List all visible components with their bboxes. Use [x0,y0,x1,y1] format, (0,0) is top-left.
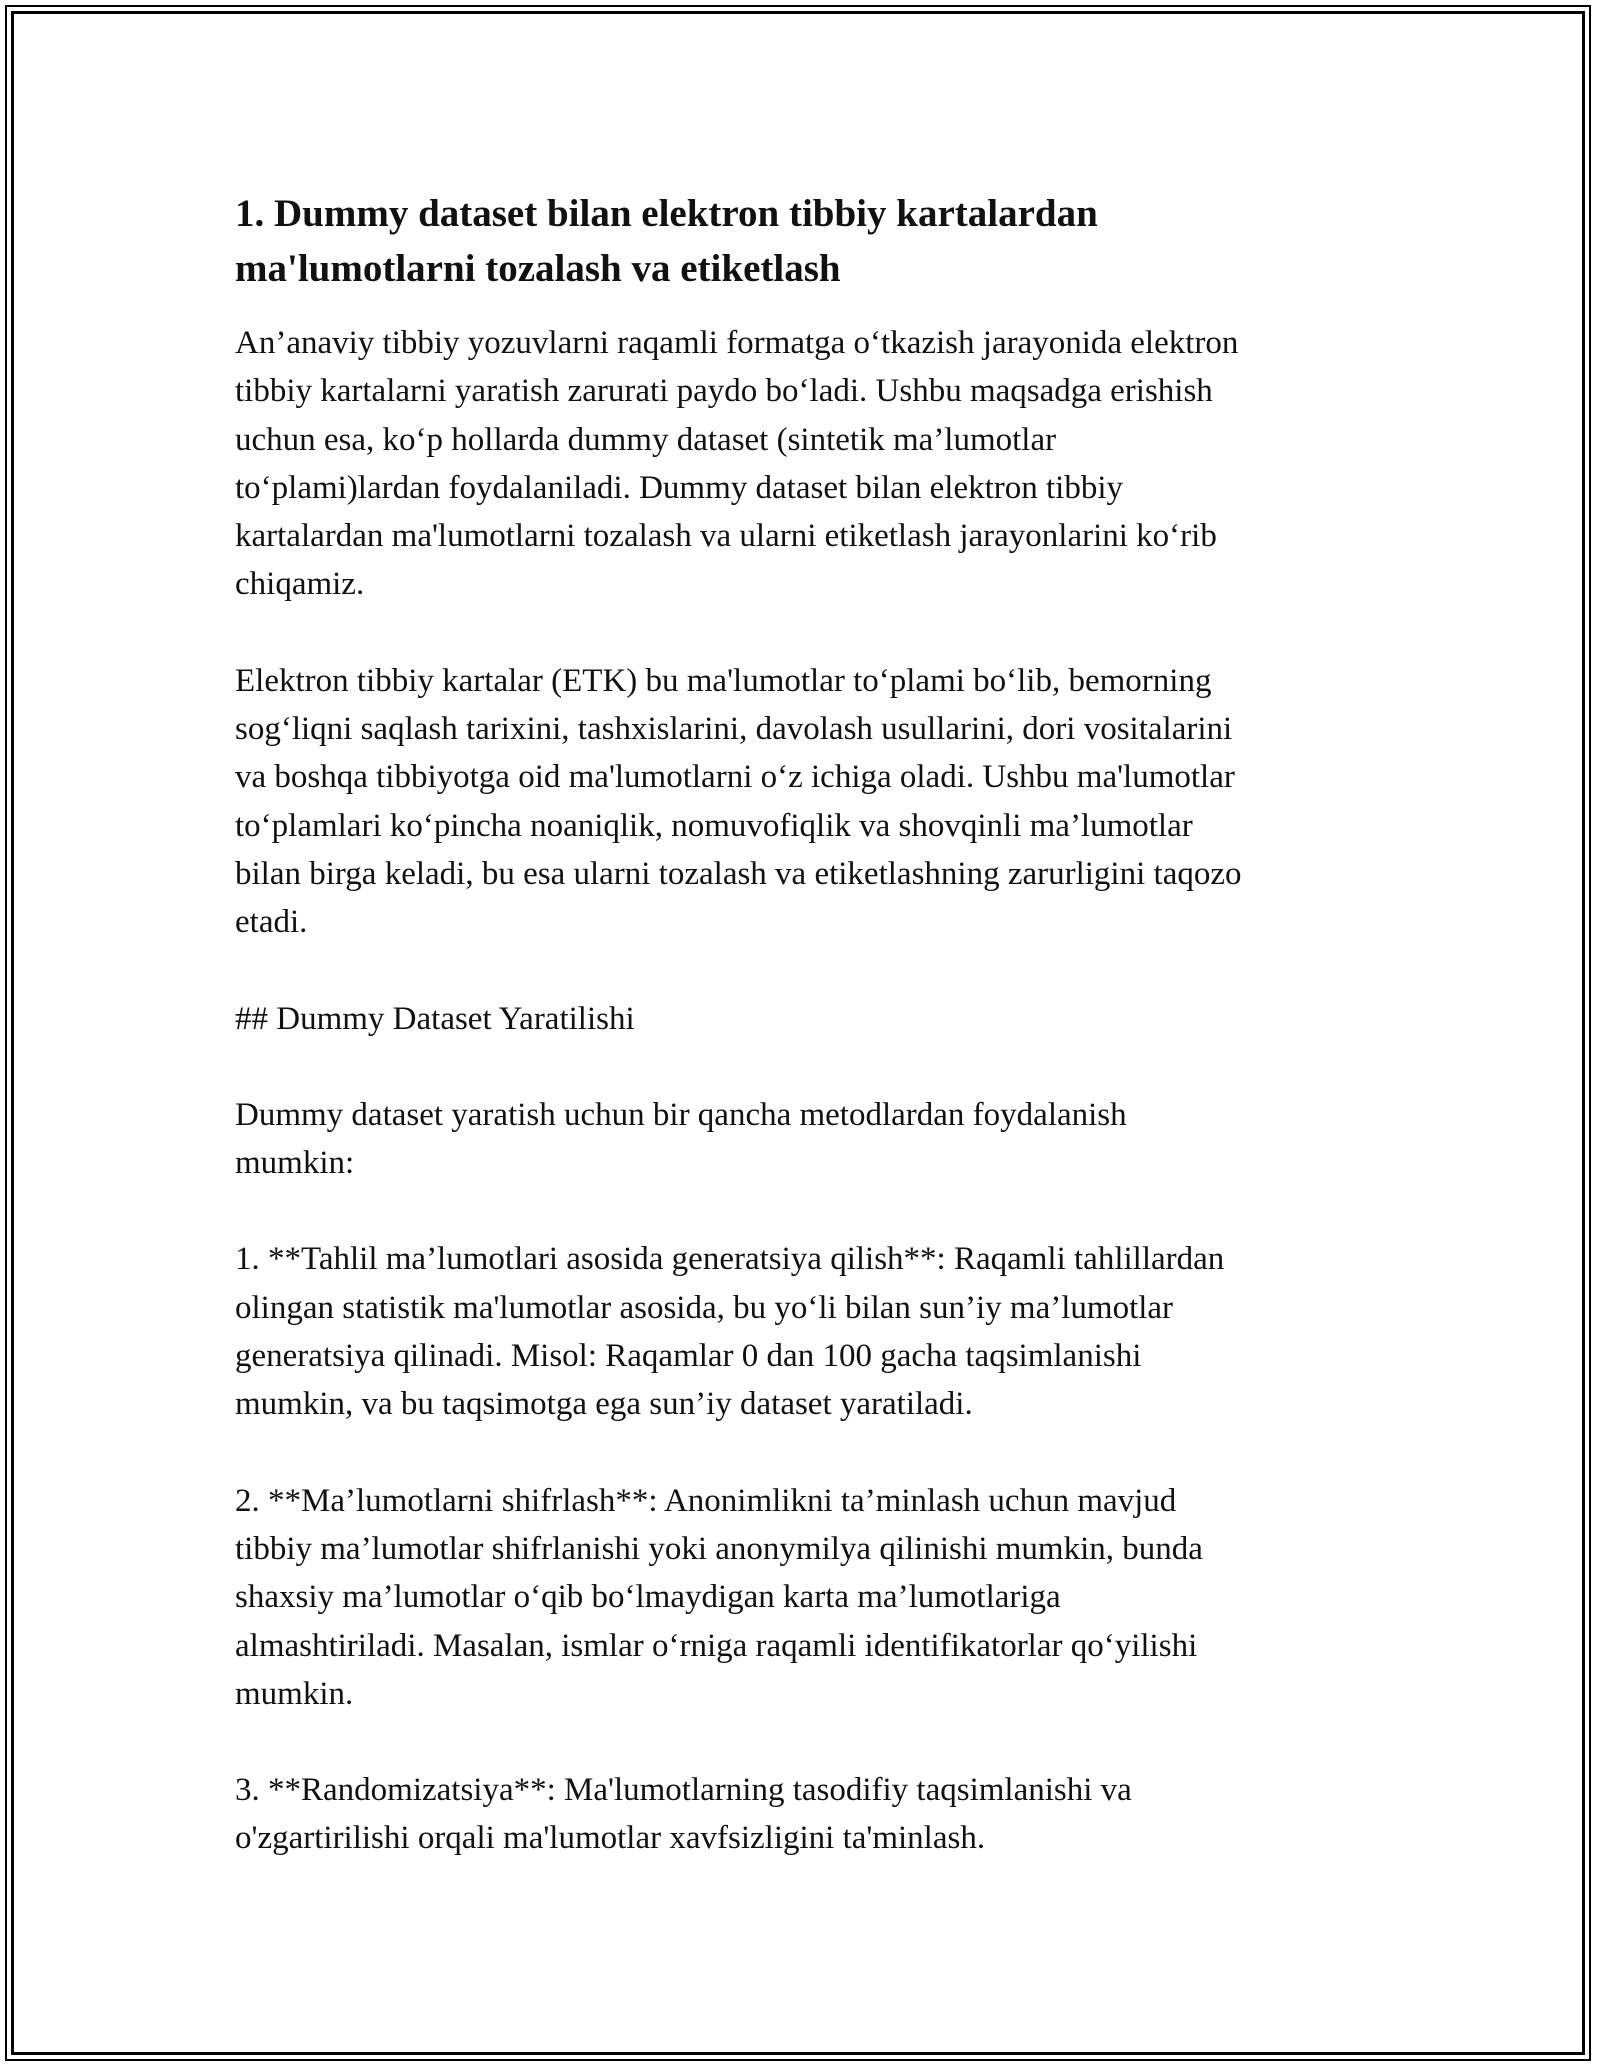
text-line: olingan statistik ma'lumotlar asosida, bu yoʻli bilan sun’iy ma’lumotlar [235,1289,1174,1326]
text-line: generatsiya qilinadi. Misol: Raqamlar 0 dan 100 gacha taqsimlanishi [235,1338,1142,1375]
text-line: toʻplami)lardan foydalaniladi. Dummy dataset bilan elektron tibbiy [235,469,1124,506]
text-line: Dummy dataset yaratish uchun bir qancha metodlardan foydalanish [235,1096,1127,1133]
intro-paragraph [235,319,1375,609]
title-line-1: 1. Dummy dataset bilan elektron tibbiy kartalardan [235,192,1098,235]
text-line: kartalardan ma'lumotlarni tozalash va ularni etiketlash jarayonlarini koʻrib [235,518,1217,555]
paragraph-gap [235,1718,1375,1766]
etk-paragraph [235,657,1375,947]
paragraph-gap [235,609,1375,657]
method-item-2 [235,1477,1375,1718]
text-line: 1. **Tahlil ma’lumotlari asosida generatsiya qilish**: Raqamli tahlillardan [235,1241,1225,1278]
text-line: mumkin, va bu taqsimotga ega sun’iy dataset yaratiladi. [235,1386,973,1423]
methods-intro-paragraph [235,1091,1375,1188]
text-line: tibbiy kartalarni yaratish zarurati paydo boʻladi. Ushbu maqsadga erishish [235,373,1213,410]
section-heading [235,995,1375,1043]
text-line: almashtiriladi. Masalan, ismlar oʻrniga raqamli identifikatorlar qoʻyilishi [235,1627,1198,1664]
text-line: tibbiy ma’lumotlar shifrlanishi yoki anonymilya qilinishi mumkin, bunda [235,1530,1203,1567]
text-line: chiqamiz. [235,566,365,603]
text-line: 3. **Randomizatsiya**: Ma'lumotlarning tasodifiy taqsimlanishi va [235,1772,1132,1809]
text-line: toʻplamlari koʻpincha noaniqlik, nomuvofiqlik va shovqinli ma’lumotlar [235,807,1193,844]
paragraph-gap [235,1187,1375,1235]
text-line: mumkin. [235,1675,354,1712]
text-line: uchun esa, koʻp hollarda dummy dataset (sintetik ma’lumotlar [235,421,1057,458]
text-line: sogʻliqni saqlash tarixini, tashxislarini, davolash usullarini, dori vositalarini [235,711,1233,748]
method-item-3 [235,1766,1375,1863]
text-line: mumkin: [235,1145,355,1182]
paragraph-gap [235,1043,1375,1091]
text-line: shaxsiy ma’lumotlar oʻqib boʻlmaydigan karta ma’lumotlariga [235,1579,1061,1616]
text-line: bilan birga keladi, bu esa ularni tozalash va etiketlashning zarurligini taqozo [235,855,1242,892]
paragraph-gap [235,947,1375,995]
document-body [235,186,1375,1863]
title-line-2: ma'lumotlarni tozalash va etiketlash [235,247,841,290]
text-line: Elektron tibbiy kartalar (ETK) bu ma'lumotlar toʻplami boʻlib, bemorning [235,662,1212,699]
text-line: va boshqa tibbiyotga oid ma'lumotlarni oʻz ichiga oladi. Ushbu ma'lumotlar [235,759,1235,796]
text-line: ## Dummy Dataset Yaratilishi [235,1000,635,1037]
text-line: 2. **Ma’lumotlarni shifrlash**: Anonimlikni ta’minlash uchun mavjud [235,1482,1177,1519]
text-line: o'zgartirilishi orqali ma'lumotlar xavfsizligini ta'minlash. [235,1820,986,1857]
text-line: etadi. [235,904,308,941]
method-item-1 [235,1235,1375,1428]
text-line: An’anaviy tibbiy yozuvlarni raqamli formatga oʻtkazish jarayonida elektron [235,325,1239,361]
document-title [235,186,1375,296]
paragraph-gap [235,1429,1375,1477]
